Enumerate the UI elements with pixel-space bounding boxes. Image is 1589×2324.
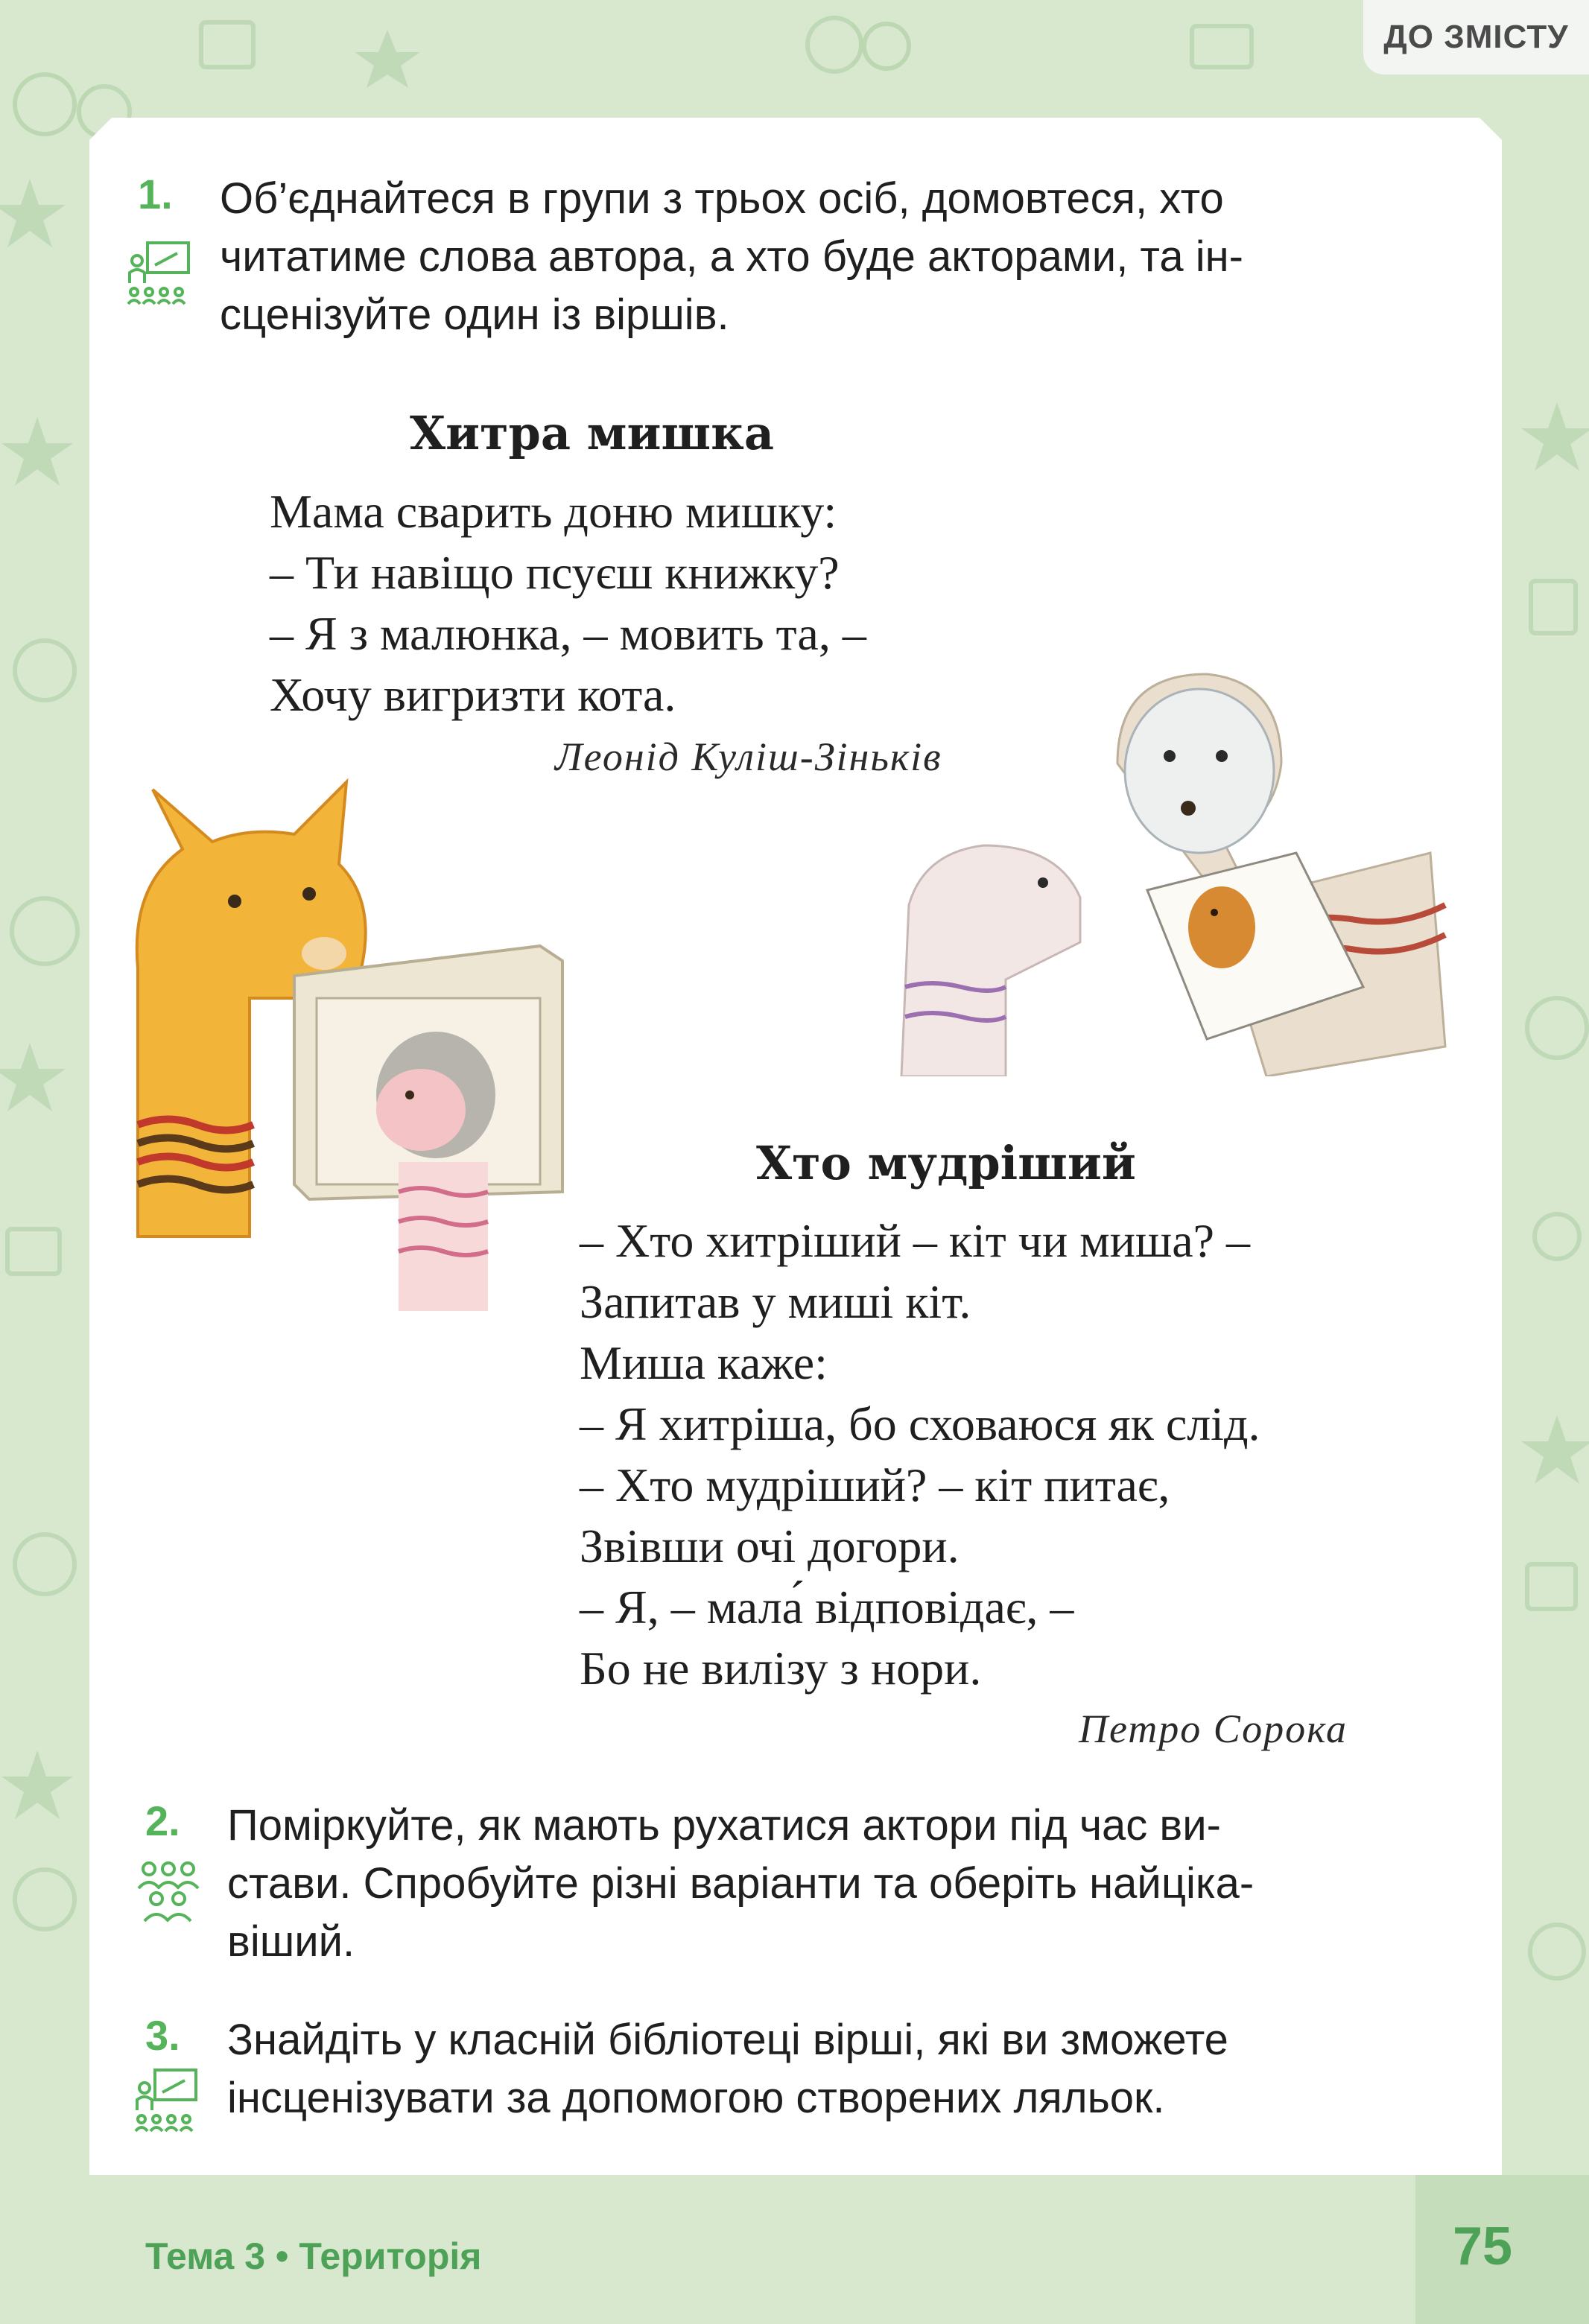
poem-line: – Я хитріша, бо сховаюся як слід. <box>580 1397 1260 1450</box>
task-text: Поміркуйте, як мають рухатися актори під час ви- стави. Спробуйте різні варіанти та оберіть найціка- віший. <box>227 1801 1255 1966</box>
poem-line: – Я з малюнка, – мовить та, – <box>270 607 866 660</box>
poem-author: Леонід Куліш-Зіньків <box>555 734 942 779</box>
poem-author: Петро Сорока <box>1079 1707 1348 1751</box>
table-of-contents-link[interactable]: ДО ЗМІСТУ <box>1363 0 1589 74</box>
task-2 <box>145 1797 1254 1971</box>
task-number: 1. <box>138 171 173 218</box>
poem-line: – Хто мудріший? – кіт питає, <box>580 1458 1170 1511</box>
poem-text <box>580 1210 1260 1699</box>
task-number: 3. <box>145 2012 180 2059</box>
mouse-puppets-illustration <box>894 659 1460 1076</box>
poem-line: – Хто хитріший – кіт чи миша? – <box>580 1214 1251 1267</box>
footer-theme: Тема 3 • Територія <box>145 2235 482 2277</box>
poem-line: Хочу вигризти кота. <box>270 668 676 721</box>
task-1 <box>138 170 1243 344</box>
task-text: Знайдіть у класній бібліотеці вірші, які ви зможете інсценізувати за допомогою створених ляльок. <box>227 2016 1228 2122</box>
poem-text <box>270 481 866 726</box>
group-work-icon <box>133 1858 203 1925</box>
group-presentation-icon <box>133 2067 203 2134</box>
poem-line: Бо не вилізу з нори. <box>580 1642 982 1695</box>
task-number: 2. <box>145 1797 180 1844</box>
cat-puppet-illustration <box>123 775 570 1311</box>
poem-title: Хитра мишка <box>410 406 775 460</box>
task-text: Об’єднайтеся в групи з трьох осіб, домовтеся, хто читатиме слова автора, а хто буде акторами, та ін- сценізуйте один із віршів. <box>220 174 1243 339</box>
poem-line: Звівши очі догори. <box>580 1520 960 1572</box>
poem-title: Хто мудріший <box>756 1136 1136 1190</box>
task-3 <box>145 2011 1228 2127</box>
page-number: 75 <box>1453 2217 1513 2276</box>
poem-line: Миша каже: <box>580 1336 828 1389</box>
poem-line: Запитав у миші кіт. <box>580 1275 971 1328</box>
group-presentation-icon <box>125 240 196 307</box>
poem-line: – Я, – мала́ відповідає, – <box>580 1581 1074 1634</box>
poem-line: Мама сварить доню мишку: <box>270 485 837 538</box>
poem-line: – Ти навіщо псуєш книжку? <box>270 546 840 599</box>
